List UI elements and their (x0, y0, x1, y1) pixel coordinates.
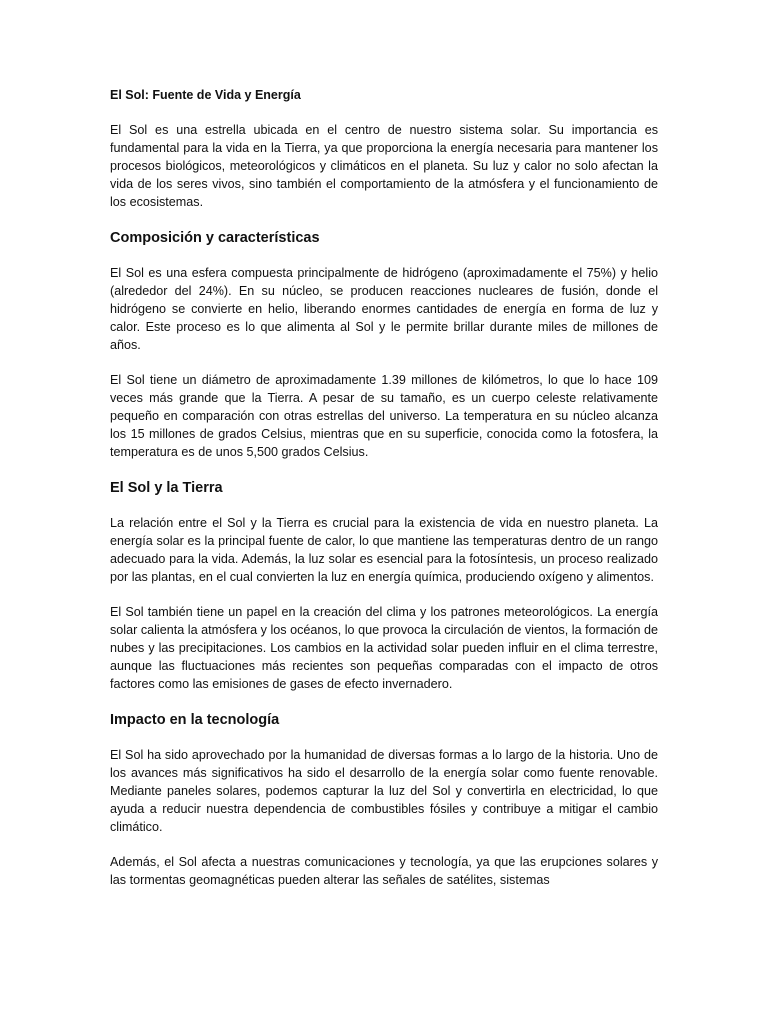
section-heading-tecnologia: Impacto en la tecnología (110, 712, 280, 728)
paragraph-sol-tierra-2: El Sol también tiene un papel en la creación del clima y los patrones meteorológicos. La energía solar calienta la atmósfera y los océanos, lo que provoca la circulación de vientos, la formación de nubes y las precipitaciones. Los cambios en la actividad solar pueden influir en el clima terrestre, aunque las fluctuaciones más recientes son pequeñas comparadas con el impacto de otros factores como las emisiones de gases de efecto invernadero. (110, 605, 658, 691)
paragraph-sol-tierra-1: La relación entre el Sol y la Tierra es crucial para la existencia de vida en nuestro planeta. La energía solar es la principal fuente de calor, lo que mantiene las temperaturas dentro de un rango adecuado para la vida. Además, la luz solar es esencial para la fotosíntesis, un proceso realizado por las plantas, en el cual convierten la luz en energía química, produciendo oxígeno y alimentos. (110, 516, 658, 584)
document-page (110, 86, 658, 889)
document-title: El Sol: Fuente de Vida y Energía (110, 88, 301, 102)
section-heading-composicion: Composición y características (110, 230, 320, 246)
paragraph-tecnologia-1: El Sol ha sido aprovechado por la humanidad de diversas formas a lo largo de la historia. Uno de los avances más significativos ha sido el desarrollo de la energía solar como fuente renovable. Mediante paneles solares, podemos capturar la luz del Sol y convertirla en electricidad, lo que ayuda a reducir nuestra dependencia de combustibles fósiles y contribuye a mitigar el cambio climático. (110, 748, 658, 834)
paragraph-tecnologia-2: Además, el Sol afecta a nuestras comunicaciones y tecnología, ya que las erupciones solares y las tormentas geomagnéticas pueden alterar las señales de satélites, sistemas (110, 855, 658, 887)
section-heading-sol-tierra: El Sol y la Tierra (110, 480, 223, 496)
paragraph-composicion-2: El Sol tiene un diámetro de aproximadamente 1.39 millones de kilómetros, lo que lo hace 109 veces más grande que la Tierra. A pesar de su tamaño, es un cuerpo celeste relativamente pequeño en comparación con otras estrellas del universo. La temperatura en su núcleo alcanza los 15 millones de grados Celsius, mientras que en su superficie, conocida como la fotosfera, la temperatura es de unos 5,500 grados Celsius. (110, 373, 658, 459)
intro-paragraph: El Sol es una estrella ubicada en el centro de nuestro sistema solar. Su importancia es fundamental para la vida en la Tierra, ya que proporciona la energía necesaria para mantener los procesos biológicos, meteorológicos y climáticos en el planeta. Su luz y calor no solo afectan la vida de los seres vivos, sino también el comportamiento de la atmósfera y el funcionamiento de los ecosistemas. (110, 123, 658, 209)
paragraph-composicion-1: El Sol es una esfera compuesta principalmente de hidrógeno (aproximadamente el 75%) y helio (alrededor del 24%). En su núcleo, se producen reacciones nucleares de fusión, donde el hidrógeno se convierte en helio, liberando enormes cantidades de energía en forma de luz y calor. Este proceso es lo que alimenta al Sol y le permite brillar durante miles de millones de años. (110, 266, 658, 352)
